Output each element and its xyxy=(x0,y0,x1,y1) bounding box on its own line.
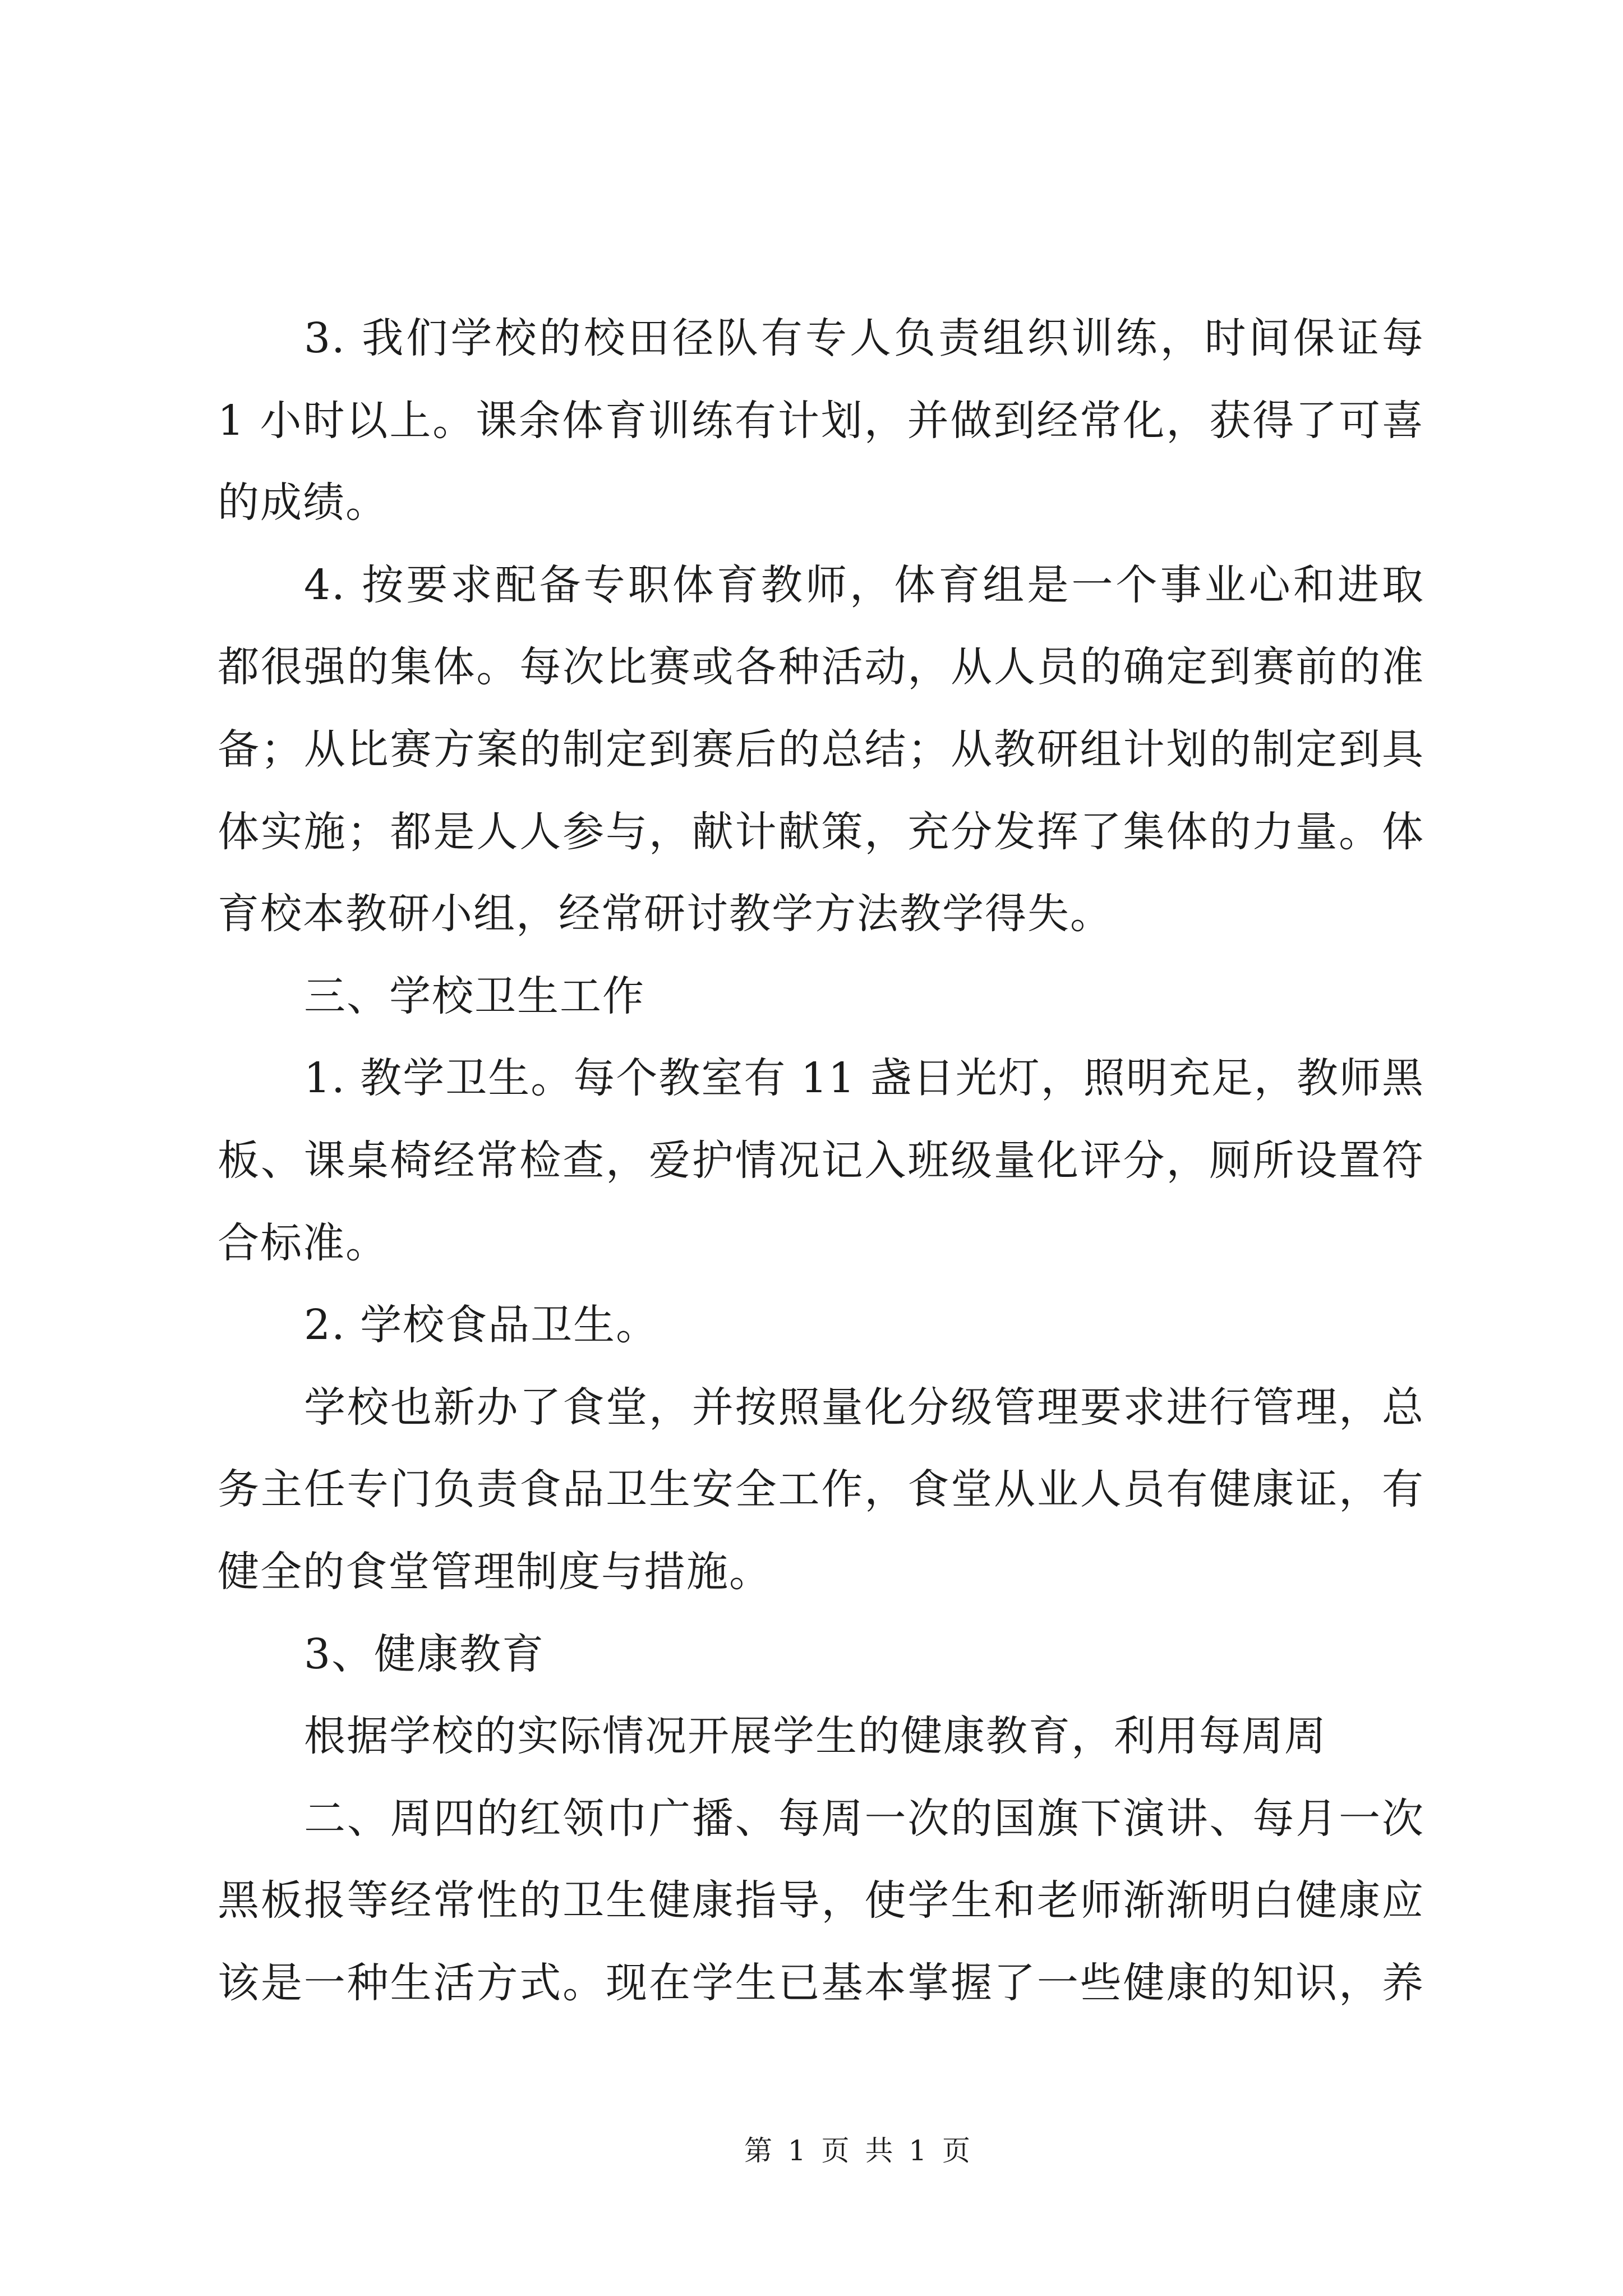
paragraph-health-education-line: 根据学校的实际情况开展学生的健康教育，利用每周周 xyxy=(304,1712,1327,1761)
paragraph-3-line: 3. 我们学校的校田径队有专人负责组织训练，时间保证每 xyxy=(304,314,1424,362)
paragraph-4-line: 体实施；都是人人参与，献计献策，充分发挥了集体的力量。体 xyxy=(218,807,1424,856)
paragraph-4-line: 育校本教研小组，经常研讨教学方法教学得失。 xyxy=(218,890,1113,938)
paragraph-4-line: 都很强的集体。每次比赛或各种活动，从人员的确定到赛前的准 xyxy=(218,643,1424,692)
paragraph-health-education-line: 二、周四的红领巾广播、每周一次的国旗下演讲、每月一次 xyxy=(304,1794,1424,1843)
subsection-heading: 3、健康教育 xyxy=(304,1630,545,1678)
paragraph-4-line: 4. 按要求配备专职体育教师，体育组是一个事业心和进取 xyxy=(304,560,1424,609)
paragraph-canteen-line: 健全的食堂管理制度与措施。 xyxy=(218,1547,772,1596)
subsection-heading: 2. 学校食品卫生。 xyxy=(304,1301,659,1350)
paragraph-3-line: 的成绩。 xyxy=(218,478,388,527)
paragraph-canteen-line: 学校也新办了食堂，并按照量化分级管理要求进行管理，总 xyxy=(304,1383,1424,1432)
paragraph-health-education-line: 黑板报等经常性的卫生健康指导，使学生和老师渐渐明白健康应 xyxy=(218,1876,1424,1925)
paragraph-teaching-hygiene-line: 1. 教学卫生。每个教室有 11 盏日光灯，照明充足，教师黑 xyxy=(304,1054,1424,1103)
paragraph-health-education-line: 该是一种生活方式。现在学生已基本掌握了一些健康的知识，养 xyxy=(218,1958,1424,2007)
paragraph-4-line: 备；从比赛方案的制定到赛后的总结；从教研组计划的制定到具 xyxy=(218,725,1424,774)
paragraph-teaching-hygiene-line: 板、课桌椅经常检查，爱护情况记入班级量化评分，厕所设置符 xyxy=(218,1136,1424,1185)
paragraph-teaching-hygiene-line: 合标准。 xyxy=(218,1218,388,1267)
page-footer: 第 1 页 共 1 页 xyxy=(744,2134,972,2167)
body-text xyxy=(218,297,1424,2024)
paragraph-canteen-line: 务主任专门负责食品卫生安全工作，食堂从业人员有健康证，有 xyxy=(218,1465,1424,1514)
section-heading: 三、学校卫生工作 xyxy=(304,972,645,1020)
paragraph-3-line: 1 小时以上。课余体育训练有计划，并做到经常化，获得了可喜 xyxy=(218,396,1424,445)
